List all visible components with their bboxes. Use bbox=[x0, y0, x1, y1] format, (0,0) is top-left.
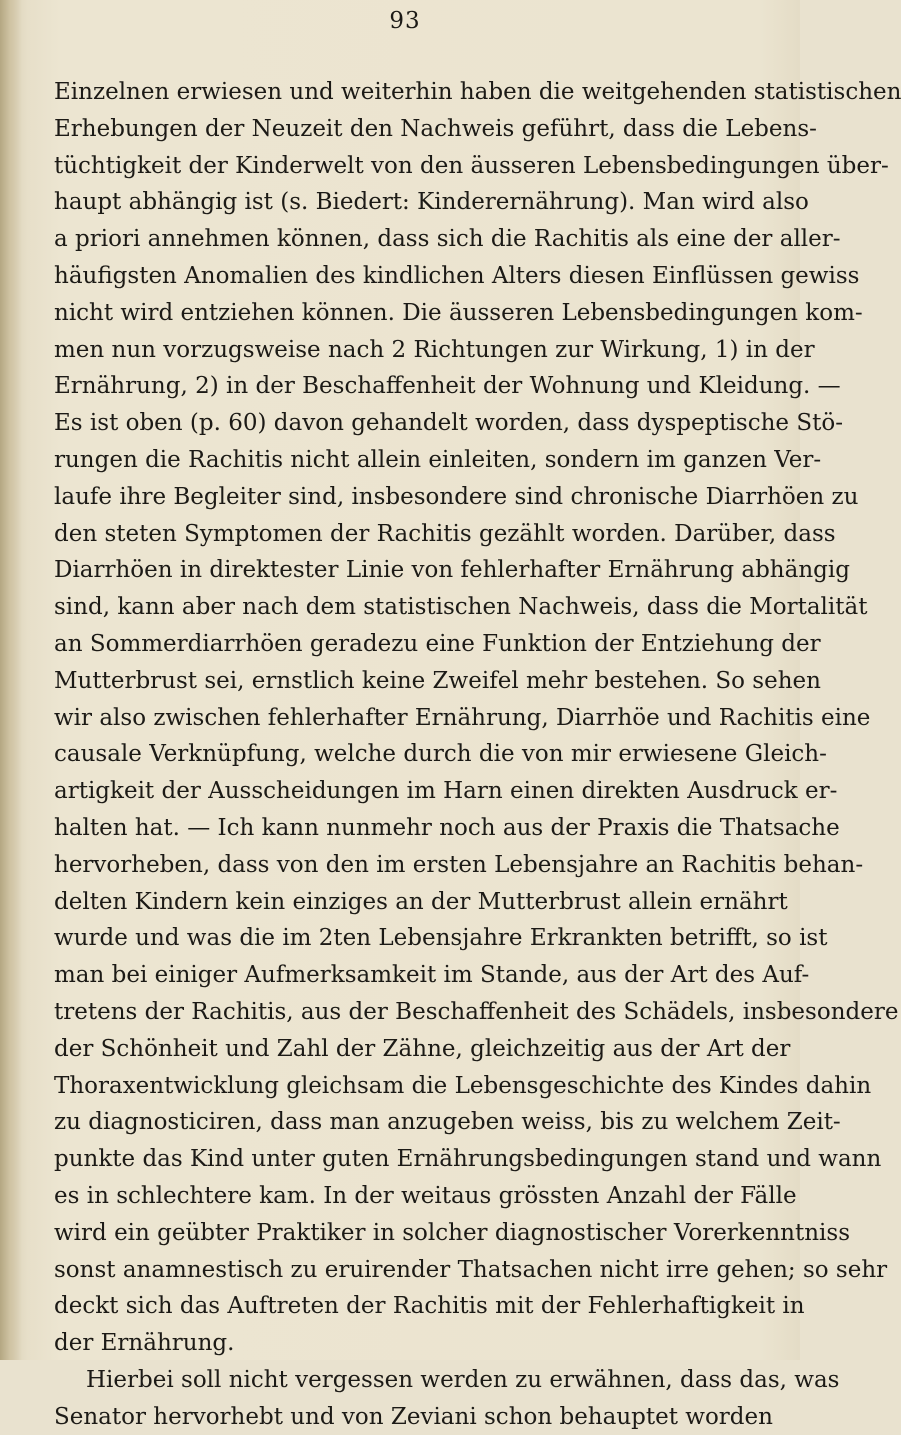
text-line: an Sommerdiarrhöen geradezu eine Funktion der Entziehung der bbox=[54, 630, 821, 657]
text-line: delten Kindern kein einziges an der Mutterbrust allein ernährt bbox=[54, 888, 788, 915]
text-line: Diarrhöen in direktester Linie von fehlerhafter Ernährung abhängig bbox=[54, 557, 850, 584]
text-line: men nun vorzugsweise nach 2 Richtungen zur Wirkung, 1) in der bbox=[54, 336, 815, 363]
text-line: haupt abhängig ist (s. Biedert: Kinderernährung). Man wird also bbox=[54, 189, 809, 216]
text-line: sonst anamnestisch zu eruirender Thatsachen nicht irre gehen; so sehr bbox=[54, 1256, 888, 1283]
text-line: hervorheben, dass von den im ersten Lebensjahre an Rachitis behan- bbox=[54, 851, 864, 878]
text-line: häufigsten Anomalien des kindlichen Alters diesen Einflüssen gewiss bbox=[54, 262, 860, 289]
text-line: zu diagnosticiren, dass man anzugeben weiss, bis zu welchem Zeit- bbox=[54, 1109, 841, 1136]
text-line: causale Verknüpfung, welche durch die von mir erwiesene Gleich- bbox=[54, 741, 827, 768]
page-number: 93 bbox=[389, 8, 421, 34]
text-line: sind, kann aber nach dem statistischen Nachweis, dass die Mortalität bbox=[54, 594, 868, 621]
text-line: halten hat. — Ich kann nunmehr noch aus der Praxis die Thatsache bbox=[54, 814, 840, 841]
text-line: man bei einiger Aufmerksamkeit im Stande, aus der Art des Auf- bbox=[54, 962, 810, 989]
text-line: nicht wird entziehen können. Die äusseren Lebensbedingungen kom- bbox=[54, 299, 863, 326]
text-line: tretens der Rachitis, aus der Beschaffenheit des Schädels, insbesondere bbox=[54, 998, 899, 1025]
text-line: den steten Symptomen der Rachitis gezählt worden. Darüber, dass bbox=[54, 520, 836, 547]
text-line: Mutterbrust sei, ernstlich keine Zweifel mehr bestehen. So sehen bbox=[54, 667, 821, 694]
text-line: Thoraxentwicklung gleichsam die Lebensgeschichte des Kindes dahin bbox=[54, 1072, 872, 1099]
text-line: punkte das Kind unter guten Ernährungsbedingungen stand und wann bbox=[54, 1146, 882, 1173]
text-line: deckt sich das Auftreten der Rachitis mit der Fehlerhaftigkeit in bbox=[54, 1293, 805, 1320]
text-line: wird ein geübter Praktiker in solcher diagnostischer Vorerkenntniss bbox=[54, 1219, 850, 1246]
text-line: laufe ihre Begleiter sind, insbesondere sind chronische Diarrhöen zu bbox=[54, 483, 859, 510]
paragraph-start-line: Hierbei soll nicht vergessen werden zu erwähnen, dass das, was bbox=[86, 1366, 840, 1393]
body-text bbox=[54, 74, 901, 1435]
text-line: wir also zwischen fehlerhafter Ernährung, Diarrhöe und Rachitis eine bbox=[54, 704, 871, 731]
text-line: rungen die Rachitis nicht allein einleiten, sondern im ganzen Ver- bbox=[54, 446, 822, 473]
text-line: wurde und was die im 2ten Lebensjahre Erkrankten betrifft, so ist bbox=[54, 925, 828, 952]
text-line: Senator hervorhebt und von Zeviani schon behauptet worden bbox=[54, 1403, 773, 1430]
binding-edge bbox=[0, 0, 22, 1360]
text-line: artigkeit der Ausscheidungen im Harn einen direkten Ausdruck er- bbox=[54, 778, 838, 805]
text-line: Ernährung, 2) in der Beschaffenheit der Wohnung und Kleidung. — bbox=[54, 373, 841, 400]
text-line: es in schlechtere kam. In der weitaus grössten Anzahl der Fälle bbox=[54, 1182, 797, 1209]
text-line: der Schönheit und Zahl der Zähne, gleichzeitig aus der Art der bbox=[54, 1035, 791, 1062]
paragraph-end-line: der Ernährung. bbox=[54, 1330, 235, 1357]
text-line: tüchtigkeit der Kinderwelt von den äusseren Lebensbedingungen über- bbox=[54, 152, 889, 179]
text-line: Erhebungen der Neuzeit den Nachweis geführt, dass die Lebens- bbox=[54, 115, 817, 142]
text-line: a priori annehmen können, dass sich die Rachitis als eine der aller- bbox=[54, 226, 841, 253]
text-line: Es ist oben (p. 60) davon gehandelt worden, dass dyspeptische Stö- bbox=[54, 410, 843, 437]
text-line: Einzelnen erwiesen und weiterhin haben die weitgehenden statistischen bbox=[54, 79, 901, 105]
